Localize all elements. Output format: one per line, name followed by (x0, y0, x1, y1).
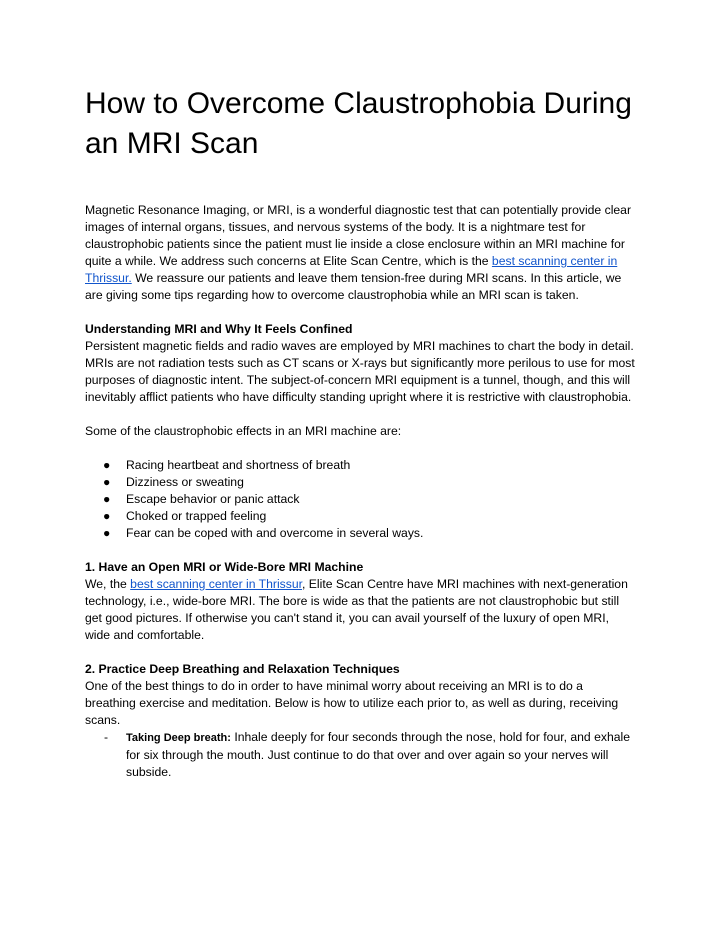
list-item (85, 491, 637, 508)
bullet-icon: ● (103, 492, 111, 506)
list-item (85, 474, 637, 491)
section-heading-understanding: Understanding MRI and Why It Feels Confined (85, 322, 353, 336)
intro-text-after: We reassure our patients and leave them tension-free during MRI scans. In this article, we are giving some tips regarding how to overcome claustrophobia while an MRI scan is taken. (85, 271, 622, 302)
list-item-text: Dizziness or sweating (126, 475, 244, 489)
scanning-center-link[interactable]: best scanning center in Thrissur. (85, 254, 618, 285)
intro-paragraph (85, 202, 637, 304)
list-item-text: Fear can be coped with and overcome in several ways. (126, 526, 424, 540)
page-title: How to Overcome Claustrophobia During an MRI Scan (85, 87, 632, 160)
list-item (85, 729, 637, 781)
list-item-text: Inhale deeply for four seconds through the nose, hold for four, and exhale for six through the mouth. Just continue to do that over and over again so your nerves will subside. (126, 730, 631, 779)
list-item (85, 508, 637, 525)
list-item (85, 457, 637, 474)
bullet-icon: ● (103, 458, 111, 472)
open-mri-text-before: We, the (85, 577, 131, 591)
section-paragraph-breathing: One of the best things to do in order to have minimal worry about receiving an MRI is to do a breathing exercise and meditation. Below is how to utilize each prior to, as well as during, receiving scans. (85, 679, 619, 727)
bullet-icon: ● (103, 509, 111, 523)
section-heading-breathing: 2. Practice Deep Breathing and Relaxation Techniques (85, 662, 400, 676)
list-item (85, 525, 637, 542)
section-heading-open-mri: 1. Have an Open MRI or Wide-Bore MRI Machine (85, 560, 364, 574)
effects-list (85, 457, 637, 542)
document-body (85, 202, 637, 781)
bullet-icon: ● (103, 475, 111, 489)
effects-intro: Some of the claustrophobic effects in an MRI machine are: (85, 424, 402, 438)
list-item-text: Racing heartbeat and shortness of breath (126, 458, 351, 472)
breathing-list (85, 729, 637, 781)
section-paragraph-understanding: Persistent magnetic fields and radio waves are employed by MRI machines to chart the body in detail. MRIs are not radiation tests such as CT scans or X-rays but significantly more perilous to use for most purposes of diagnostic intent. The subject-of-concern MRI equipment is a tunnel, though, and this will inevitably afflict patients who have difficulty standing upright where it is restrictive with claustrophobia. (85, 339, 635, 404)
bullet-icon: ● (103, 526, 111, 540)
intro-text-before: Magnetic Resonance Imaging, or MRI, is a wonderful diagnostic test that can potentially provide clear images of internal organs, tissues, and nervous systems of the body. It is a nightmare test for claustrophobic patients since the patient must lie inside a close enclosure within an MRI machine for quite a while. We address such concerns at Elite Scan Centre, which is the (85, 203, 632, 268)
open-mri-text-after: , Elite Scan Centre have MRI machines with next-generation technology, i.e., wide-bore MRI. The bore is wide as that the patients are not claustrophobic but still get good pictures. If otherwise you can't stand it, you can avail yourself of the luxury of open MRI, wide and comfortable. (85, 577, 628, 642)
dash-icon: - (104, 730, 109, 744)
list-item-text: Escape behavior or panic attack (126, 492, 300, 506)
section-paragraph-open-mri (85, 576, 637, 644)
scanning-center-link-2[interactable]: best scanning center in Thrissur (130, 577, 303, 591)
list-item-text: Choked or trapped feeling (126, 509, 267, 523)
list-item-label: Taking Deep breath: (126, 732, 231, 744)
